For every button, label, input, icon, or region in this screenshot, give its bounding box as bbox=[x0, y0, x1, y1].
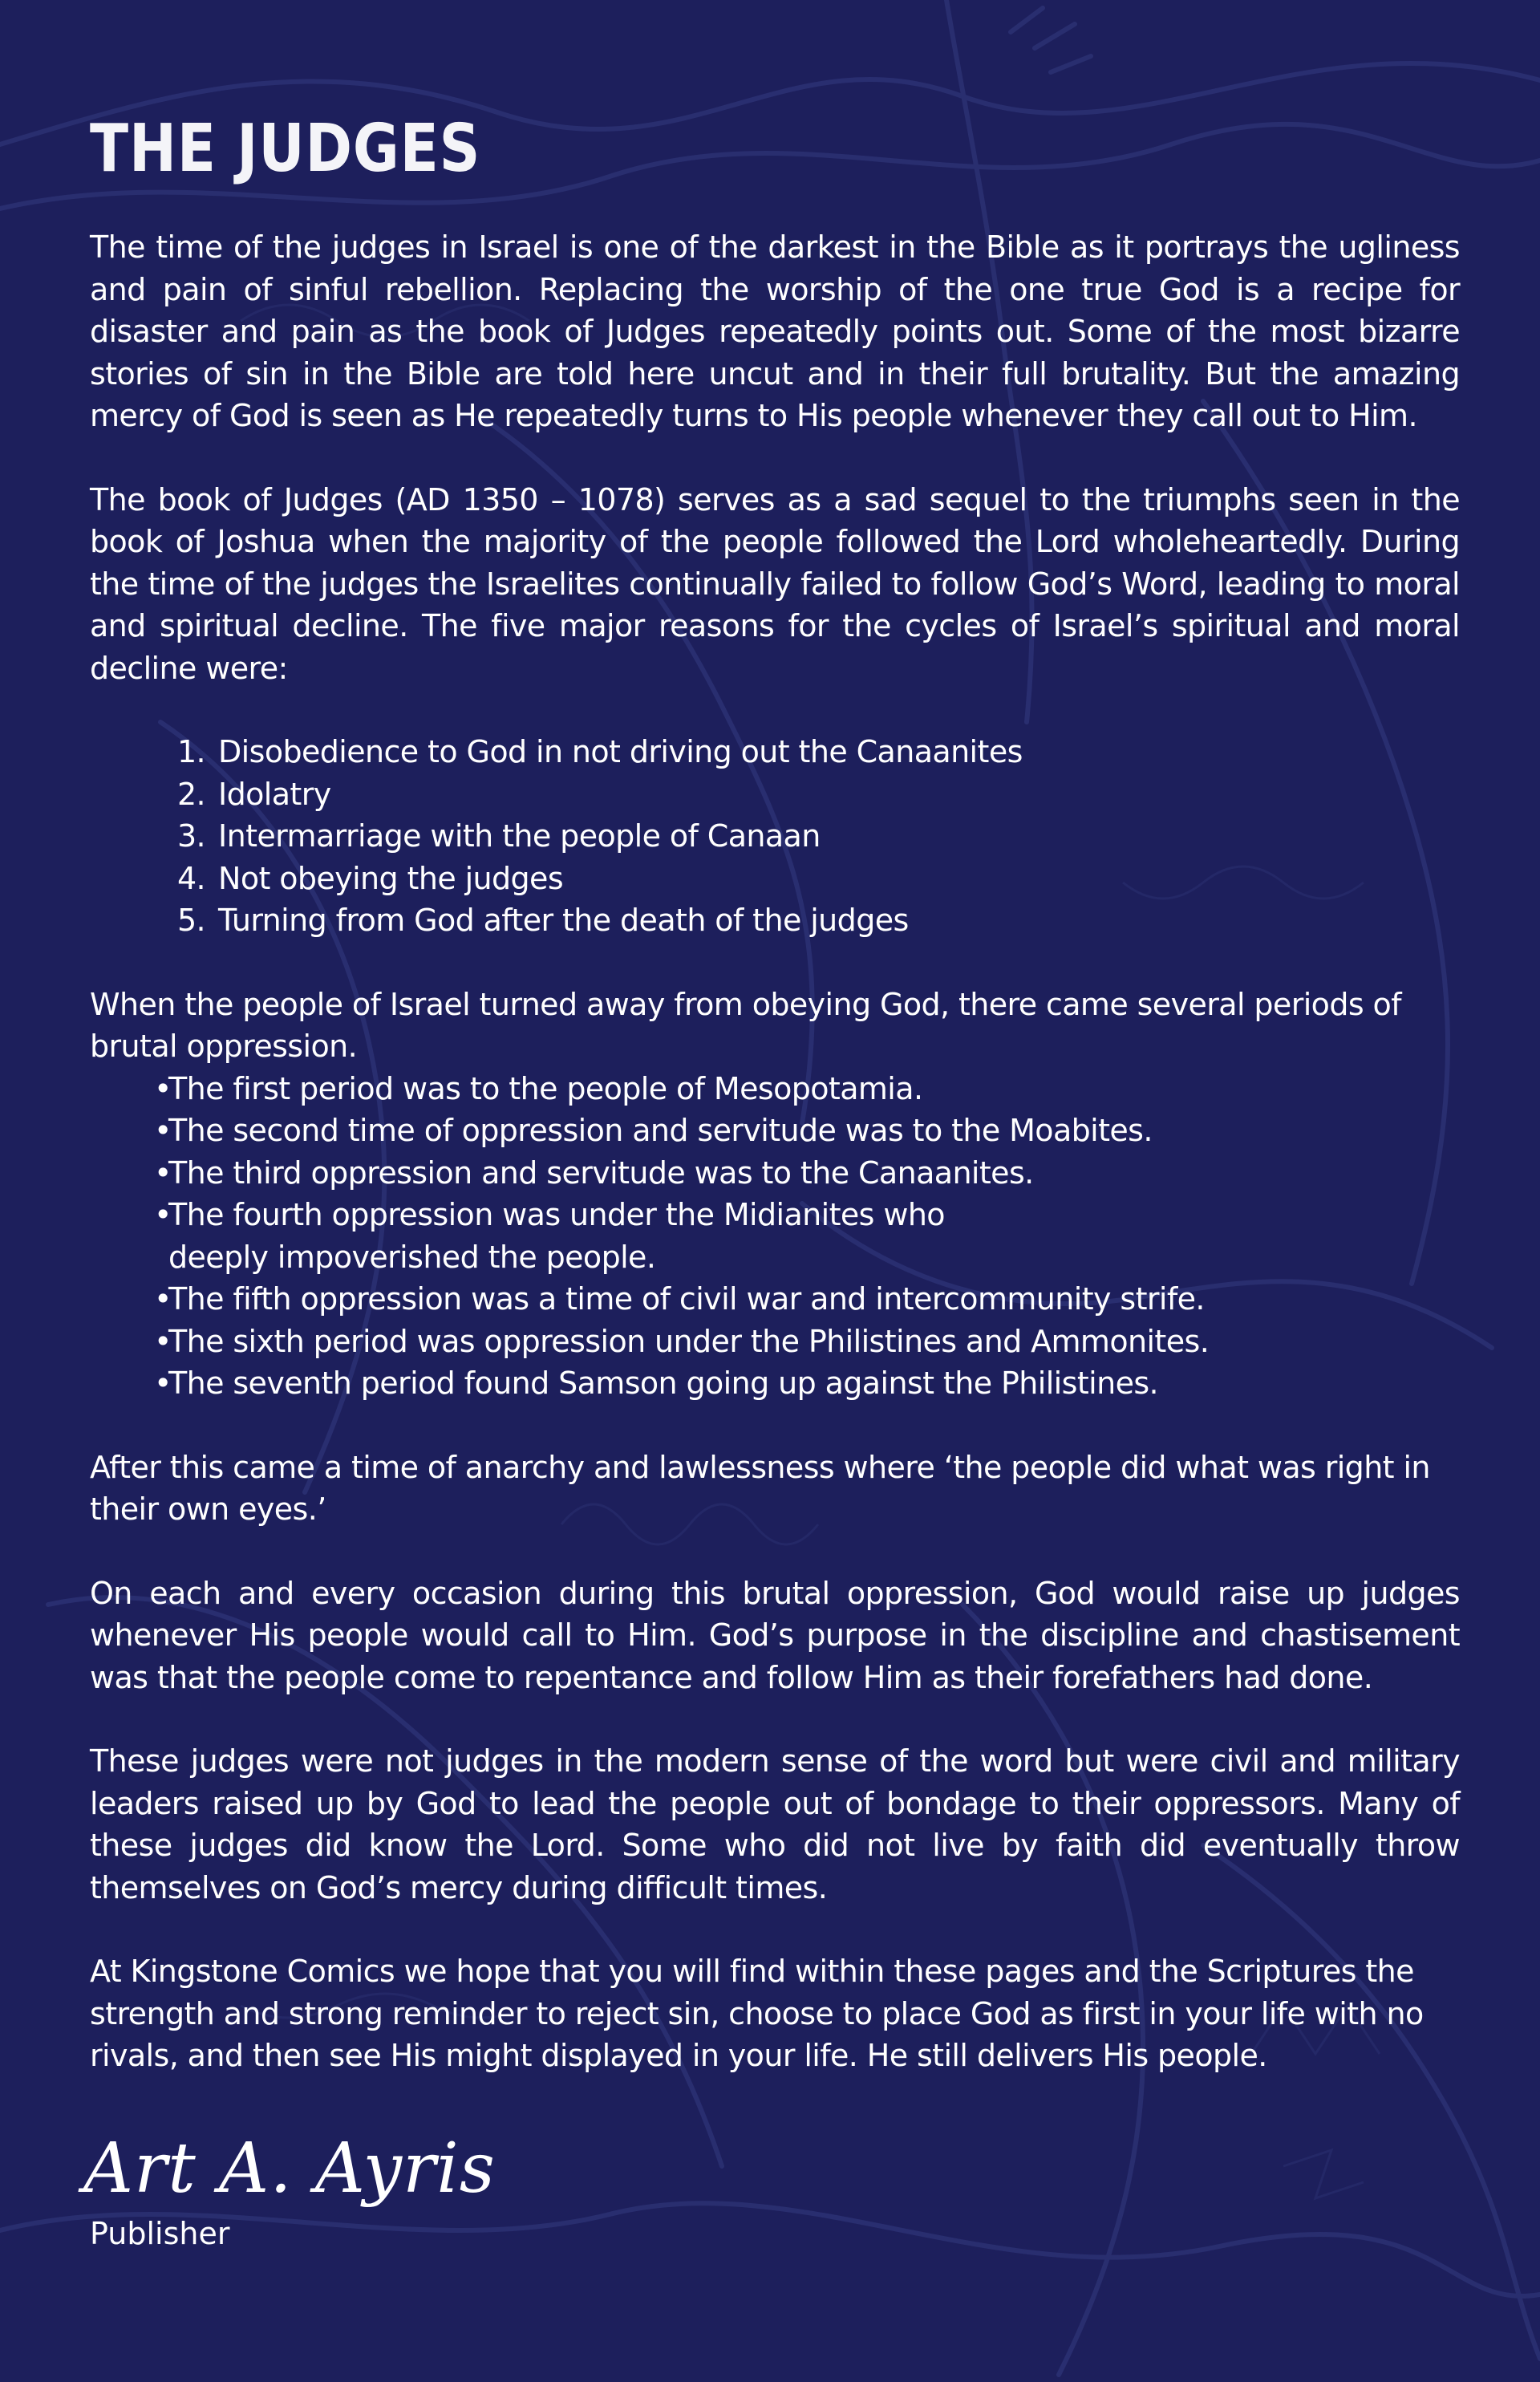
signature-role: Publisher bbox=[90, 2216, 230, 2251]
paragraph-intro: The time of the judges in Israel is one of the darkest in the Bible as it portrays the ugliness and pain of sinful rebellion. Replacing the worship of the one true God is a recipe for disaster and pain as the book of Judges repeatedly points out. Some of the most bizarre stories of sin in the Bible are told here uncut and in their full brutality. But the amazing mercy of God is seen as He repeatedly turns to His people whenever they call out to Him. bbox=[90, 229, 1460, 433]
paragraph-raising-judges: On each and every occasion during this brutal oppression, God would raise up judges whenever His people would call to Him. God’s purpose in the discipline and chastisement was that the people come to repentance and follow Him as their forefathers had done. bbox=[90, 1575, 1460, 1695]
list-item: •The third oppression and servitude was to the Canaanites. bbox=[154, 1154, 1034, 1191]
paragraph-book-of-judges: The book of Judges (AD 1350 – 1078) serves as a sad sequel to the triumphs seen in the book of Joshua when the majority of the people followed the Lord wholeheartedly. During the time of the judges the Israelites continually failed to follow God’s Word, leading to moral and spiritual decline. The five major reasons for the cycles of Israel’s spiritual and moral decline were: bbox=[90, 481, 1460, 686]
list-item: •The fifth oppression was a time of civil war and intercommunity strife. bbox=[154, 1281, 1205, 1317]
reasons-list bbox=[90, 731, 1460, 942]
periods-list bbox=[90, 1068, 1460, 1405]
list-item: 3. Intermarriage with the people of Canaan bbox=[176, 818, 821, 854]
list-item: 2. Idolatry bbox=[176, 776, 331, 812]
paragraph-anarchy: After this came a time of anarchy and lawlessness where ‘the people did what was right in their own eyes.’ bbox=[90, 1449, 1430, 1527]
list-item: •The fourth oppression was under the Midianites who deeply impoverished the people. bbox=[154, 1197, 945, 1275]
list-item: •The sixth period was oppression under the Philistines and Ammonites. bbox=[154, 1323, 1210, 1359]
list-item: 5. Turning from God after the death of the judges bbox=[176, 903, 909, 938]
paragraph-judges-role: These judges were not judges in the modern sense of the word but were civil and military leaders raised up by God to lead the people out of bondage to their oppressors. Many of these judges did know the Lord. Some who did not live by faith did eventually throw themselves on God’s mercy during difficult times. bbox=[90, 1743, 1460, 1905]
list-item: •The second time of oppression and servitude was to the Moabites. bbox=[154, 1113, 1153, 1148]
list-item: 1. Disobedience to God in not driving out the Canaanites bbox=[176, 734, 1023, 769]
paragraph-oppression: When the people of Israel turned away from obeying God, there came several periods of brutal oppression. bbox=[90, 986, 1401, 1064]
list-item: •The seventh period found Samson going up against the Philistines. bbox=[154, 1365, 1159, 1401]
paragraph-kingstone: At Kingstone Comics we hope that you will find within these pages and the Scriptures the strength and strong reminder to reject sin, choose to place God as first in your life with no rivals, and then see His might displayed in your life. He still delivers His people. bbox=[90, 1954, 1424, 2073]
signature: Art A. Ayris bbox=[83, 2128, 496, 2209]
page-title: THE JUDGES bbox=[90, 111, 481, 187]
list-item: •The first period was to the people of Mesopotamia. bbox=[154, 1070, 923, 1106]
list-item: 4. Not obeying the judges bbox=[176, 860, 564, 896]
body-text bbox=[90, 226, 1460, 2077]
